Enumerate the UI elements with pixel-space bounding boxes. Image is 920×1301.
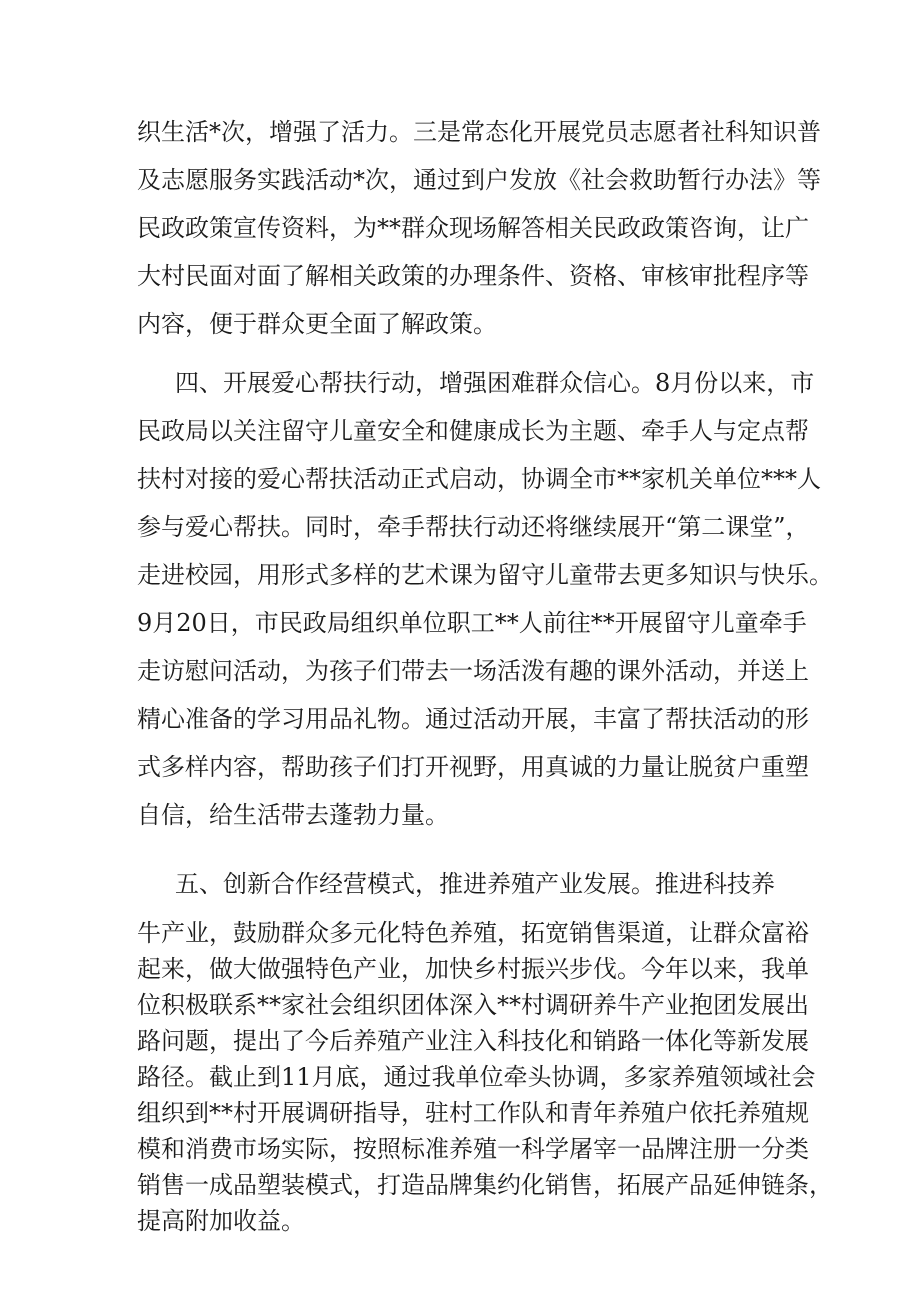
paragraph-1-line-4: 大村民面对面了解相关政策的办理条件、资格、审核审批程序等	[137, 262, 809, 290]
paragraph-2-line-6: 9月20日，市民政局组织单位职工**人前往**开展留守儿童牵手	[137, 609, 807, 637]
paragraph-1-line-1: 织生活*次，增强了活力。三是常态化开展党员志愿者社科知识普	[137, 118, 821, 146]
paragraph-3-line-9: 销售一成品塑装模式，打造品牌集约化销售，拓展产品延伸链条，	[137, 1171, 833, 1199]
paragraph-2-line-5: 走进校园，用形式多样的艺术课为留守儿童带去更多知识与快乐。	[137, 561, 833, 589]
paragraph-3-line-6: 路径。截止到11月底，通过我单位牵头协调，多家养殖领域社会	[137, 1063, 816, 1091]
paragraph-2-line-8: 精心准备的学习用品礼物。通过活动开展，丰富了帮扶活动的形	[137, 705, 809, 733]
paragraph-3-line-4: 位积极联系**家社会组织团体深入**村调研养牛产业抱团发展出	[137, 991, 809, 1019]
paragraph-1-line-3: 民政政策宣传资料，为**群众现场解答相关民政政策咨询，让广	[137, 214, 809, 242]
paragraph-3-line-1: 五、创新合作经营模式，推进养殖产业发展。推进科技养	[175, 870, 775, 898]
paragraph-3-line-8: 模和消费市场实际，按照标准养殖一科学屠宰一品牌注册一分类	[137, 1135, 809, 1163]
paragraph-3-line-2: 牛产业，鼓励群众多元化特色养殖，拓宽销售渠道，让群众富裕	[137, 919, 809, 947]
paragraph-2-line-9: 式多样内容，帮助孩子们打开视野，用真诚的力量让脱贫户重塑	[137, 753, 809, 781]
paragraph-2-line-10: 自信，给生活带去蓬勃力量。	[137, 801, 449, 829]
paragraph-2-line-7: 走访慰问活动，为孩子们带去一场活泼有趣的课外活动，并送上	[137, 657, 809, 685]
paragraph-2-line-2: 民政局以关注留守儿童安全和健康成长为主题、牵手人与定点帮	[137, 417, 809, 445]
paragraph-3-line-10: 提高附加收益。	[137, 1207, 305, 1235]
paragraph-2-line-4: 参与爱心帮扶。同时，牵手帮扶行动还将继续展开“第二课堂”，	[137, 513, 810, 541]
paragraph-1-line-5: 内容，便于群众更全面了解政策。	[137, 310, 497, 338]
paragraph-1-line-2: 及志愿服务实践活动*次，通过到户发放《社会救助暂行办法》等	[137, 166, 821, 194]
paragraph-3-line-7: 组织到**村开展调研指导，驻村工作队和青年养殖户依托养殖规	[137, 1099, 809, 1127]
paragraph-3-line-3: 起来，做大做强特色产业，加快乡村振兴步伐。今年以来，我单	[137, 955, 809, 983]
paragraph-3-line-5: 路问题，提出了今后养殖产业注入科技化和销路一体化等新发展	[137, 1027, 809, 1055]
paragraph-2-line-1: 四、开展爱心帮扶行动，增强困难群众信心。8月份以来，市	[175, 369, 815, 397]
paragraph-2-line-3: 扶村对接的爱心帮扶活动正式启动，协调全市**家机关单位***人	[137, 465, 821, 493]
